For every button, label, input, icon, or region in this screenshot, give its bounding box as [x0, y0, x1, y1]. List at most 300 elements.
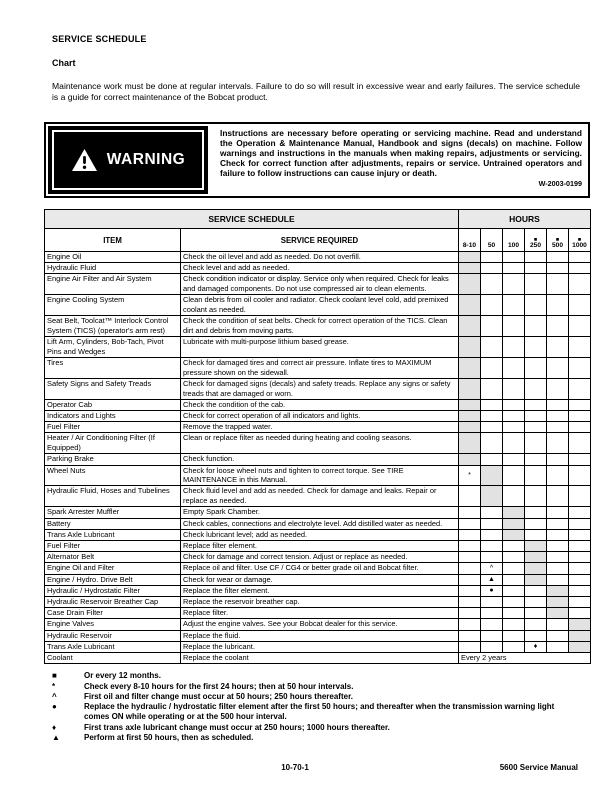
table-title-row: [45, 210, 591, 229]
table-row: [45, 608, 591, 619]
hour-cell: [547, 295, 569, 316]
hour-cell: [503, 263, 525, 274]
service-cell: Check for damaged tires and correct air pressure. Inflate tires to MAXIMUM pressure shown on the sidewall.: [181, 358, 459, 379]
table-row: [45, 422, 591, 433]
footnote-symbol: ▲: [52, 733, 60, 742]
item-cell: Engine Oil and Filter: [45, 563, 181, 574]
hour-cell: [569, 540, 591, 551]
hour-cell: [569, 465, 591, 486]
service-cell: Check the condition of seat belts. Check for correct operation of the TICS. Clean dirt and debris from moving parts.: [181, 316, 459, 337]
hour-cell: [569, 274, 591, 295]
interval-square-icon: ■: [555, 237, 560, 244]
footnote-row: [48, 733, 590, 743]
hours-title: HOURS: [459, 210, 591, 229]
table-row: [45, 399, 591, 410]
table-row: [45, 619, 591, 630]
hour-cell: [547, 529, 569, 540]
hour-cell: [459, 552, 481, 563]
service-cell: Replace the reservoir breather cap.: [181, 597, 459, 608]
hour-cell: [569, 486, 591, 507]
item-cell: Engine Air Filter and Air System: [45, 274, 181, 295]
warning-code: W-2003-0199: [538, 178, 582, 188]
hour-cell: [525, 252, 547, 263]
table-row: [45, 274, 591, 295]
hour-cell: [547, 630, 569, 641]
page-title: SERVICE SCHEDULE: [52, 34, 147, 44]
hour-cell: [547, 378, 569, 399]
hour-cell: [503, 433, 525, 454]
hour-cell: [503, 358, 525, 379]
hour-cell: [547, 552, 569, 563]
hour-cell: [525, 465, 547, 486]
hour-cell: [525, 507, 547, 518]
hour-cell: [481, 630, 503, 641]
table-row: [45, 540, 591, 551]
hour-cell: [481, 641, 503, 652]
hour-cell: [547, 433, 569, 454]
hour-column-header: [525, 229, 547, 252]
hour-cell: ●: [481, 585, 503, 596]
manual-name: 5600 Service Manual: [499, 763, 578, 772]
hour-cell: [459, 422, 481, 433]
service-cell: Check for correct operation of all indicators and lights.: [181, 411, 459, 422]
hour-cell: [503, 465, 525, 486]
hour-cell: [459, 316, 481, 337]
hour-cell: [481, 465, 503, 486]
item-cell: Hydraulic / Hydrostatic Filter: [45, 585, 181, 596]
hour-column-header: [569, 229, 591, 252]
hour-cell: [459, 252, 481, 263]
hour-cell: [547, 641, 569, 652]
item-cell: Hydraulic Reservoir: [45, 630, 181, 641]
table-row: [45, 252, 591, 263]
hour-cell: [547, 597, 569, 608]
hour-cell: [459, 563, 481, 574]
hour-cell: [525, 295, 547, 316]
hour-cell: [481, 378, 503, 399]
service-cell: Check lubricant level; add as needed.: [181, 529, 459, 540]
hour-cell: [525, 630, 547, 641]
service-cell: Replace oil and filter. Use CF / CG4 or better grade oil and Bobcat filter.: [181, 563, 459, 574]
table-row: [45, 630, 591, 641]
hour-cell: [525, 552, 547, 563]
service-cell: Check condition indicator or display. Service only when required. Check for leaks and damaged components. Do not use compressed air to clean elements.: [181, 274, 459, 295]
hour-cell: [547, 316, 569, 337]
item-cell: Engine Oil: [45, 252, 181, 263]
hour-cell: [569, 552, 591, 563]
footnote-text: Perform at first 50 hours, then as scheduled.: [84, 733, 254, 742]
page-content: [44, 34, 590, 743]
hour-cell: [503, 563, 525, 574]
item-cell: Case Drain Filter: [45, 608, 181, 619]
interval-square-icon: ■: [533, 237, 538, 244]
footnote-text: Replace the hydraulic / hydrostatic filter element after the first 50 hours; and thereafter when the transmission warning light comes ON while operating or at the 500 hour interval.: [84, 702, 555, 722]
item-cell: Battery: [45, 518, 181, 529]
service-cell: Check fluid level and add as needed. Check for damage and leaks. Repair or replace as needed.: [181, 486, 459, 507]
hour-cell: [547, 454, 569, 465]
item-cell: Hydraulic Fluid, Hoses and Tubelines: [45, 486, 181, 507]
hour-cell: [459, 337, 481, 358]
hour-cell: [503, 378, 525, 399]
footnote-text: Check every 8-10 hours for the first 24 hours; then at 50 hour intervals.: [84, 681, 354, 691]
hour-column-header: [459, 229, 481, 252]
hour-cell: [569, 597, 591, 608]
table-row: [45, 411, 591, 422]
hour-cell: [569, 518, 591, 529]
service-cell: Adjust the engine valves. See your Bobcat dealer for this service.: [181, 619, 459, 630]
warning-label-inner: [52, 130, 204, 190]
table-row: [45, 518, 591, 529]
hour-cell: [547, 465, 569, 486]
hour-cell: [569, 378, 591, 399]
hour-cell: [503, 540, 525, 551]
footnote-symbol: ■: [52, 671, 57, 681]
hour-cell: [525, 274, 547, 295]
hour-cell: [547, 358, 569, 379]
table-row: [45, 529, 591, 540]
interval-square-icon: ■: [577, 237, 582, 244]
hour-cell: [547, 518, 569, 529]
hour-cell: ▲: [481, 574, 503, 585]
item-cell: Seat Belt, Toolcat™ Interlock Control System (TICS) (operator's arm rest): [45, 316, 181, 337]
hour-column-label: 1000: [572, 242, 587, 250]
warning-triangle-icon: [71, 148, 98, 172]
hour-cell: [547, 274, 569, 295]
service-cell: Check cables, connections and electrolyte level. Add distilled water as needed.: [181, 518, 459, 529]
hour-cell: [481, 552, 503, 563]
service-schedule-table: [44, 209, 591, 664]
hour-cell: [525, 574, 547, 585]
hour-cell: [503, 619, 525, 630]
hour-cell: [481, 540, 503, 551]
hour-cell: [481, 399, 503, 410]
hour-cell: [459, 399, 481, 410]
hour-cell: [481, 518, 503, 529]
hour-cell: [569, 585, 591, 596]
item-cell: Engine Valves: [45, 619, 181, 630]
footnote-row: [48, 702, 590, 723]
hour-cell: [569, 252, 591, 263]
hour-cell: [525, 411, 547, 422]
intro-paragraph: Maintenance work must be done at regular intervals. Failure to do so will result in excessive wear and early failures. The service schedule is a guide for correct maintenance of the Bobcat product.: [52, 81, 580, 102]
hour-cell: [481, 411, 503, 422]
hour-cell: [459, 585, 481, 596]
warning-word: WARNING: [106, 151, 186, 168]
hour-column-label: 500: [551, 242, 563, 250]
hour-cell: [481, 486, 503, 507]
hour-cell: [481, 263, 503, 274]
table-row: [45, 507, 591, 518]
hour-cell: [547, 585, 569, 596]
hour-cell: [481, 316, 503, 337]
table-row: [45, 641, 591, 652]
hour-cell: [503, 630, 525, 641]
hour-cell: [525, 563, 547, 574]
hour-cell: [503, 641, 525, 652]
page-number: 10-70-1: [281, 763, 309, 772]
hour-column-header: [503, 229, 525, 252]
service-column-header: SERVICE REQUIRED: [181, 229, 459, 252]
hour-cell: [547, 337, 569, 358]
hour-cell: [459, 641, 481, 652]
hour-cell: [569, 454, 591, 465]
item-cell: Engine / Hydro. Drive Belt: [45, 574, 181, 585]
hour-cell: [481, 274, 503, 295]
item-cell: Heater / Air Conditioning Filter (If Equipped): [45, 433, 181, 454]
hour-cell: [525, 518, 547, 529]
hour-cell: [503, 454, 525, 465]
footnote-symbol: *: [52, 681, 56, 691]
hour-cell: [525, 529, 547, 540]
hour-cell: [525, 454, 547, 465]
service-cell: Replace filter.: [181, 608, 459, 619]
footnote-row: [48, 682, 590, 692]
hour-cell: [503, 422, 525, 433]
hour-cell: [481, 433, 503, 454]
table-row: [45, 263, 591, 274]
hour-cell: [503, 252, 525, 263]
hour-cell: [547, 263, 569, 274]
service-cell: Check for loose wheel nuts and tighten to correct torque. See TIRE MAINTENANCE in this Manual.: [181, 465, 459, 486]
footnote-row: [48, 692, 590, 702]
hour-column-label: 100: [507, 242, 519, 250]
item-cell: Operator Cab: [45, 399, 181, 410]
item-cell: Tires: [45, 358, 181, 379]
service-cell: Check for damage and correct tension. Adjust or replace as needed.: [181, 552, 459, 563]
item-cell: Alternator Belt: [45, 552, 181, 563]
item-cell: Spark Arrester Muffler: [45, 507, 181, 518]
hour-cell: [459, 263, 481, 274]
hour-cell: [525, 358, 547, 379]
table-row: [45, 574, 591, 585]
hour-cell: [481, 252, 503, 263]
hour-cell: [547, 540, 569, 551]
hour-cell: [569, 295, 591, 316]
item-cell: Hydraulic Fluid: [45, 263, 181, 274]
hour-cell: [459, 274, 481, 295]
hour-cell: [547, 574, 569, 585]
hour-cell: [459, 608, 481, 619]
hour-cell: *: [459, 465, 481, 486]
hour-cell: [569, 358, 591, 379]
table-row: [45, 316, 591, 337]
service-cell: Check for damaged signs (decals) and safety treads. Replace any signs or safety treads that are damaged or worn.: [181, 378, 459, 399]
service-cell: Check the condition of the cab.: [181, 399, 459, 410]
hour-cell: [503, 552, 525, 563]
hour-column-label: 250: [529, 242, 541, 250]
table-row: [45, 486, 591, 507]
table-row: [45, 454, 591, 465]
hour-cell: [569, 630, 591, 641]
hour-cell: [547, 411, 569, 422]
hour-cell: [569, 263, 591, 274]
hour-cell: ^: [481, 563, 503, 574]
hour-column-label: 50: [487, 242, 496, 250]
hour-cell: [459, 630, 481, 641]
hour-cell: ♦: [525, 641, 547, 652]
hour-cell: [481, 619, 503, 630]
table-row: [45, 563, 591, 574]
hour-cell: [481, 337, 503, 358]
hour-cell: [481, 295, 503, 316]
hour-cell: [547, 399, 569, 410]
service-cell: Lubricate with multi-purpose lithium based grease.: [181, 337, 459, 358]
footnote-symbol: ♦: [52, 722, 57, 732]
hour-cell: [459, 454, 481, 465]
table-row: [45, 653, 591, 664]
hour-cell: [503, 316, 525, 337]
hour-cell: [569, 563, 591, 574]
hour-cell: [525, 585, 547, 596]
hour-cell: [525, 608, 547, 619]
footnote-symbol: ^: [52, 691, 57, 701]
table-title: SERVICE SCHEDULE: [45, 210, 459, 229]
table-row: [45, 358, 591, 379]
hour-cell: [569, 316, 591, 337]
hour-cell: [481, 608, 503, 619]
hour-cell: [569, 337, 591, 358]
service-cell: Check for wear or damage.: [181, 574, 459, 585]
hour-cell: [569, 608, 591, 619]
service-cell: Check level and add as needed.: [181, 263, 459, 274]
section-subtitle: Chart: [52, 58, 76, 68]
footnotes: [48, 671, 590, 743]
hour-cell: [459, 358, 481, 379]
hour-cell: [525, 399, 547, 410]
service-cell: Replace the fluid.: [181, 630, 459, 641]
hour-cell: [569, 574, 591, 585]
hour-cell: [547, 422, 569, 433]
item-column-header: ITEM: [45, 229, 181, 252]
hour-cell: [503, 274, 525, 295]
table-row: [45, 465, 591, 486]
item-cell: Hydraulic Reservoir Breather Cap: [45, 597, 181, 608]
hour-cell: [503, 518, 525, 529]
hour-cell: [525, 433, 547, 454]
hour-cell: [547, 563, 569, 574]
footnote-text: Or every 12 months.: [84, 671, 161, 681]
interval-note-cell: Every 2 years: [459, 653, 591, 664]
hour-cell: [459, 597, 481, 608]
footnote-text: First trans axle lubricant change must occur at 250 hours; 1000 hours thereafter.: [84, 722, 390, 732]
warning-text: Instructions are necessary before operating or servicing machine. Read and understand the Operation & Maintenance Manual, Handbook and signs (decals) on machine. Follow warnings and instructions in the manuals when making repairs, adjustments or servicing. Check for correct function after adjustments, repairs or service. Untrained operators and failure to follow instructions can cause injury or death.: [220, 128, 582, 178]
hour-cell: [569, 399, 591, 410]
hour-column-header: [547, 229, 569, 252]
table-row: [45, 337, 591, 358]
hour-cell: [525, 597, 547, 608]
hour-cell: [481, 529, 503, 540]
hour-cell: [547, 608, 569, 619]
table-row: [45, 433, 591, 454]
table-row: [45, 295, 591, 316]
hour-cell: [525, 378, 547, 399]
service-cell: Remove the trapped water.: [181, 422, 459, 433]
hour-cell: [503, 608, 525, 619]
table-row: [45, 378, 591, 399]
hour-cell: [547, 619, 569, 630]
service-cell: Check the oil level and add as needed. Do not overfill.: [181, 252, 459, 263]
hour-cell: [525, 316, 547, 337]
footnote-text: First oil and filter change must occur at 50 hours; 250 hours thereafter.: [84, 691, 353, 701]
item-cell: Parking Brake: [45, 454, 181, 465]
footnote-row: [48, 671, 590, 681]
service-cell: Clean debris from oil cooler and radiator. Check coolant level cold, add premixed coolant as needed.: [181, 295, 459, 316]
column-header-row: [45, 229, 591, 252]
hour-cell: [459, 540, 481, 551]
item-cell: Lift Arm, Cylinders, Bob-Tach, Pivot Pins and Wedges: [45, 337, 181, 358]
hour-cell: [503, 486, 525, 507]
hour-cell: [503, 295, 525, 316]
hour-cell: [503, 507, 525, 518]
hour-cell: [459, 378, 481, 399]
hour-cell: [503, 597, 525, 608]
item-cell: Indicators and Lights: [45, 411, 181, 422]
hour-cell: [503, 399, 525, 410]
hour-cell: [459, 507, 481, 518]
hour-cell: [459, 433, 481, 454]
hour-cell: [503, 411, 525, 422]
footnote-row: [48, 723, 590, 733]
hour-cell: [547, 252, 569, 263]
hour-cell: [481, 597, 503, 608]
hour-column-header: [481, 229, 503, 252]
hour-cell: [481, 454, 503, 465]
hour-cell: [481, 358, 503, 379]
hour-column-label: 8-10: [462, 242, 477, 250]
hour-cell: [569, 422, 591, 433]
hour-cell: [459, 295, 481, 316]
item-cell: Engine Cooling System: [45, 295, 181, 316]
hour-cell: [525, 337, 547, 358]
service-cell: Empty Spark Chamber.: [181, 507, 459, 518]
hour-cell: [503, 337, 525, 358]
item-cell: Trans Axle Lubricant: [45, 641, 181, 652]
item-cell: Trans Axle Lubricant: [45, 529, 181, 540]
service-cell: Replace the coolant: [181, 653, 459, 664]
service-table-head: [45, 210, 591, 252]
item-cell: Fuel Filter: [45, 422, 181, 433]
page-footer: [44, 763, 590, 775]
hour-cell: [525, 619, 547, 630]
warning-box: [44, 122, 590, 198]
hour-cell: [547, 507, 569, 518]
hour-cell: [459, 619, 481, 630]
table-row: [45, 585, 591, 596]
hour-cell: [569, 507, 591, 518]
hour-cell: [459, 574, 481, 585]
service-cell: Clean or replace filter as needed during heating and cooling seasons.: [181, 433, 459, 454]
hour-cell: [503, 585, 525, 596]
service-cell: Replace the filter element.: [181, 585, 459, 596]
hour-cell: [459, 411, 481, 422]
hour-cell: [525, 263, 547, 274]
hour-cell: [459, 486, 481, 507]
hour-cell: [569, 411, 591, 422]
table-row: [45, 597, 591, 608]
item-cell: Safety Signs and Safety Treads: [45, 378, 181, 399]
hour-cell: [459, 529, 481, 540]
hour-cell: [525, 540, 547, 551]
hour-cell: [503, 574, 525, 585]
hour-cell: [547, 486, 569, 507]
hour-cell: [459, 518, 481, 529]
warning-text-wrap: [210, 124, 588, 196]
service-table-body: [45, 252, 591, 664]
service-cell: Replace filter element.: [181, 540, 459, 551]
warning-label: [48, 126, 208, 194]
footnote-symbol: ●: [52, 702, 57, 712]
item-cell: Coolant: [45, 653, 181, 664]
